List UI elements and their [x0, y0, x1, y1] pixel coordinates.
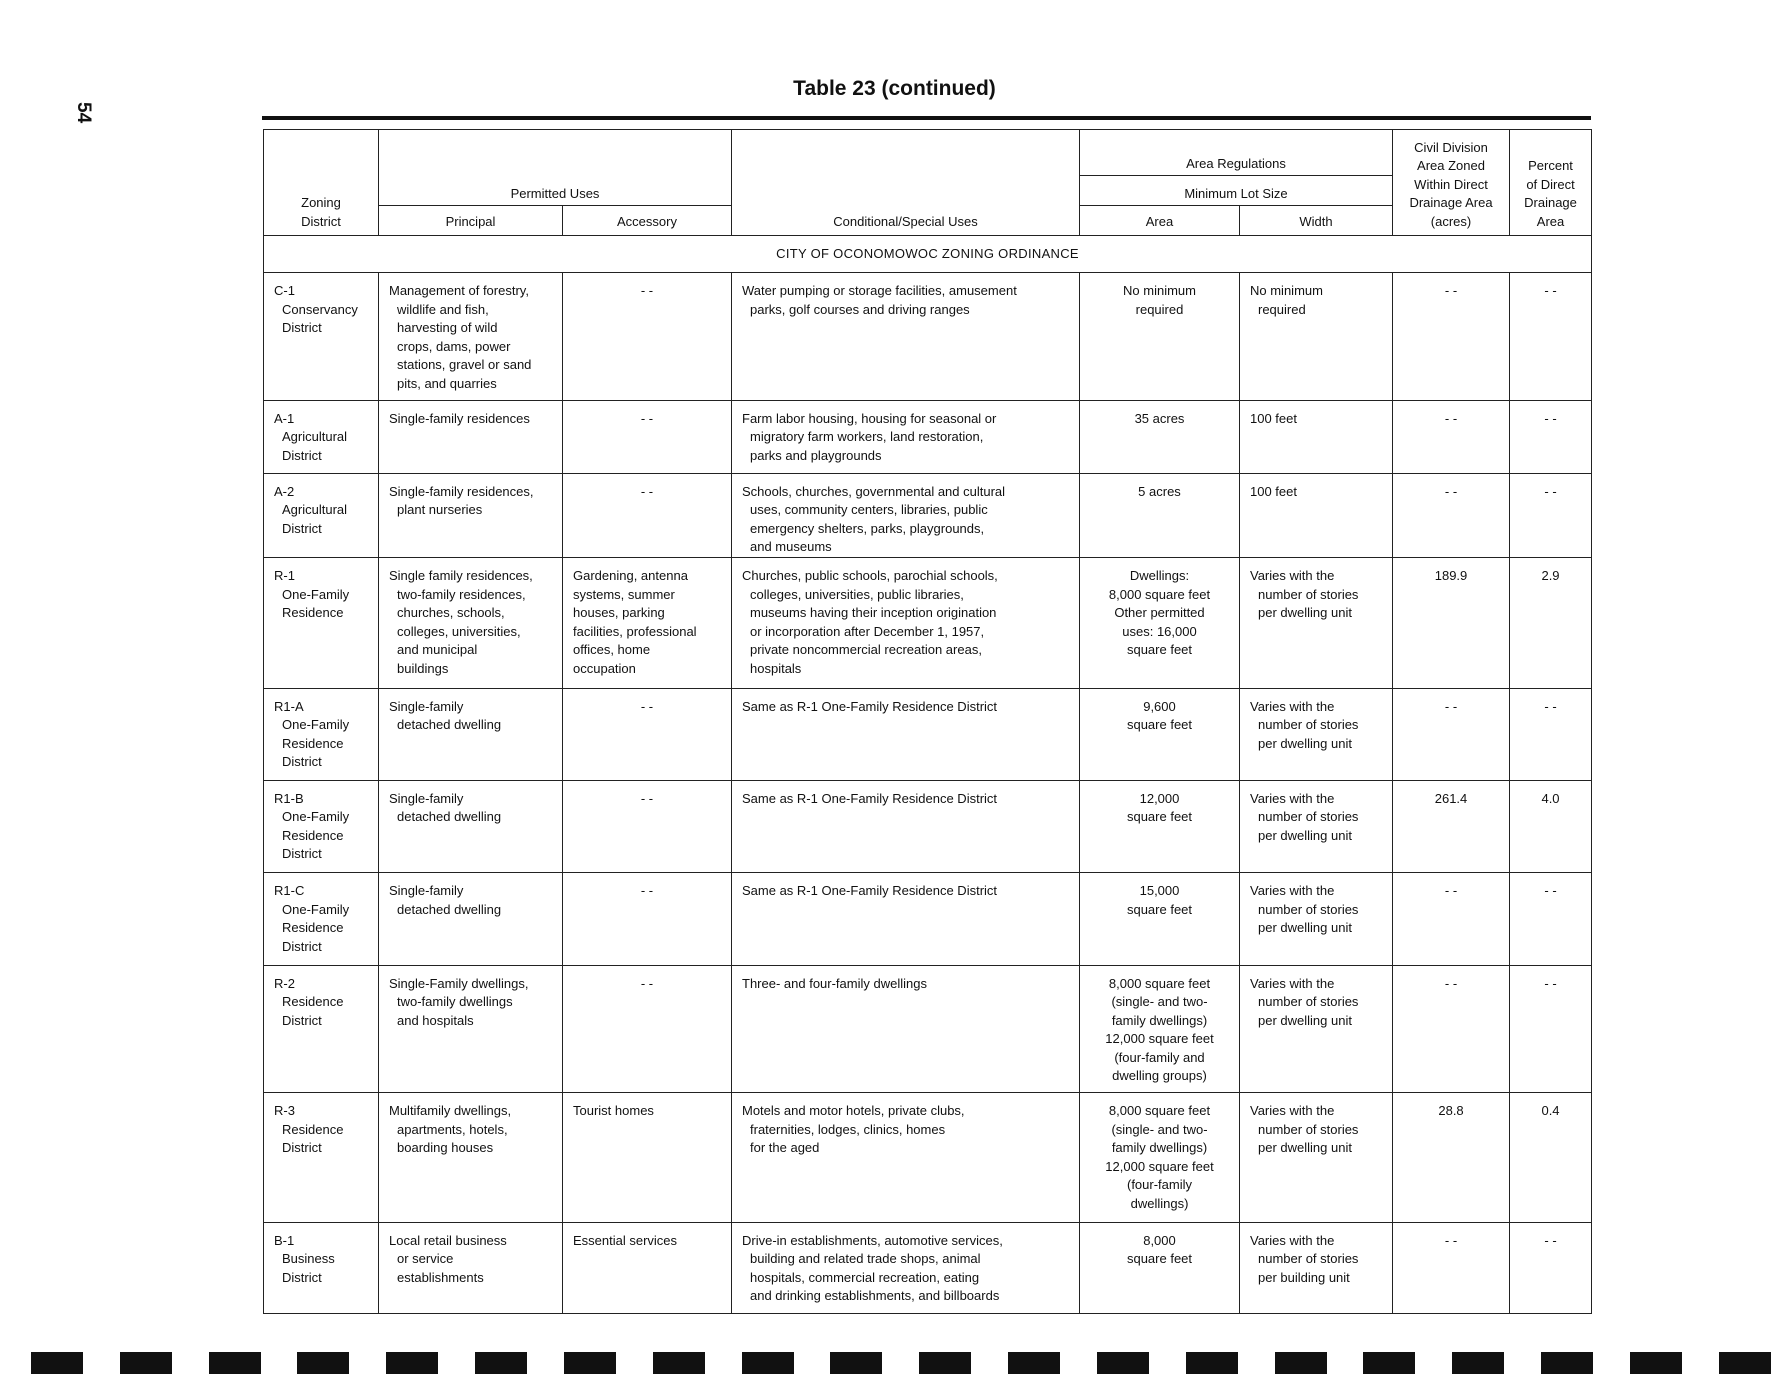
footer-bar: [1008, 1352, 1060, 1374]
principal-cell: Single-family detached dwelling: [379, 780, 563, 872]
area-cell: 8,000 square feet: [1080, 1222, 1240, 1313]
header-area: Area: [1080, 206, 1240, 236]
area-cell: 15,000 square feet: [1080, 873, 1240, 965]
header-area-regulations: Area Regulations: [1080, 130, 1393, 176]
footer-bar: [919, 1352, 971, 1374]
percent-cell: - -: [1510, 1222, 1592, 1313]
footer-bar: [1452, 1352, 1504, 1374]
district-cell: R1-B One-Family Residence District: [264, 780, 379, 872]
principal-cell: Single family residences, two-family residences, churches, schools, colleges, universities, and municipal buildings: [379, 558, 563, 688]
area-cell: 8,000 square feet (single- and two- family dwellings) 12,000 square feet (four-family dwellings): [1080, 1093, 1240, 1222]
header-accessory: Accessory: [563, 206, 732, 236]
conditional-cell: Three- and four-family dwellings: [732, 965, 1080, 1092]
percent-cell: - -: [1510, 688, 1592, 780]
table-title: Table 23 (continued): [793, 77, 996, 100]
area-cell: 9,600 square feet: [1080, 688, 1240, 780]
accessory-cell: - -: [563, 780, 732, 872]
civil-division-cell: 261.4: [1393, 780, 1510, 872]
footer-bar: [1630, 1352, 1682, 1374]
district-cell: R-3 Residence District: [264, 1093, 379, 1222]
footer-bar: [120, 1352, 172, 1374]
conditional-cell: Same as R-1 One-Family Residence District: [732, 780, 1080, 872]
accessory-cell: Gardening, antenna systems, summer houses, parking facilities, professional offices, home occupation: [563, 558, 732, 688]
civil-division-cell: 189.9: [1393, 558, 1510, 688]
table-row: [264, 473, 1592, 557]
table-row: [264, 273, 1592, 400]
principal-cell: Management of forestry, wildlife and fish, harvesting of wild crops, dams, power stations, gravel or sand pits, and quarries: [379, 273, 563, 400]
civil-division-cell: - -: [1393, 473, 1510, 557]
civil-division-cell: - -: [1393, 400, 1510, 473]
district-cell: B-1 Business District: [264, 1222, 379, 1313]
footer-bar: [830, 1352, 882, 1374]
table-row: [264, 1093, 1592, 1222]
section-label: CITY OF OCONOMOWOC ZONING ORDINANCE: [264, 236, 1592, 273]
footer-bar-strip: [31, 1352, 1771, 1374]
table-row: [264, 688, 1592, 780]
header-conditional-uses: Conditional/Special Uses: [732, 130, 1080, 236]
title-rule: [262, 116, 1591, 120]
principal-cell: Local retail business or service establishments: [379, 1222, 563, 1313]
width-cell: 100 feet: [1240, 400, 1393, 473]
width-cell: Varies with the number of stories per dwelling unit: [1240, 558, 1393, 688]
accessory-cell: - -: [563, 965, 732, 1092]
district-cell: A-2 Agricultural District: [264, 473, 379, 557]
footer-bar: [297, 1352, 349, 1374]
header-minimum-lot-size: Minimum Lot Size: [1080, 176, 1393, 206]
table-row: [264, 965, 1592, 1092]
accessory-cell: - -: [563, 688, 732, 780]
principal-cell: Single-family detached dwelling: [379, 873, 563, 965]
area-cell: 35 acres: [1080, 400, 1240, 473]
footer-bar: [475, 1352, 527, 1374]
district-cell: R-2 Residence District: [264, 965, 379, 1092]
percent-cell: 0.4: [1510, 1093, 1592, 1222]
accessory-cell: Essential services: [563, 1222, 732, 1313]
civil-division-cell: - -: [1393, 273, 1510, 400]
percent-cell: - -: [1510, 873, 1592, 965]
header-permitted-uses: Permitted Uses: [379, 130, 732, 206]
area-cell: 8,000 square feet (single- and two- family dwellings) 12,000 square feet (four-family and dwelling groups): [1080, 965, 1240, 1092]
accessory-cell: Tourist homes: [563, 1093, 732, 1222]
conditional-cell: Churches, public schools, parochial schools, colleges, universities, public libraries, museums having their inception origination or incorporation after December 1, 1957, private noncommercial recreation areas, hospitals: [732, 558, 1080, 688]
principal-cell: Single-Family dwellings, two-family dwellings and hospitals: [379, 965, 563, 1092]
width-cell: Varies with the number of stories per dwelling unit: [1240, 873, 1393, 965]
district-cell: R1-C One-Family Residence District: [264, 873, 379, 965]
percent-cell: 4.0: [1510, 780, 1592, 872]
header-width: Width: [1240, 206, 1393, 236]
footer-bar: [1363, 1352, 1415, 1374]
footer-bar: [1097, 1352, 1149, 1374]
width-cell: 100 feet: [1240, 473, 1393, 557]
percent-cell: - -: [1510, 400, 1592, 473]
header-principal: Principal: [379, 206, 563, 236]
table-row: [264, 400, 1592, 473]
footer-bar: [1541, 1352, 1593, 1374]
width-cell: Varies with the number of stories per building unit: [1240, 1222, 1393, 1313]
accessory-cell: - -: [563, 473, 732, 557]
area-cell: Dwellings: 8,000 square feet Other permitted uses: 16,000 square feet: [1080, 558, 1240, 688]
area-cell: No minimum required: [1080, 273, 1240, 400]
civil-division-cell: - -: [1393, 688, 1510, 780]
header-civil-division: Civil Division Area Zoned Within Direct Drainage Area (acres): [1393, 130, 1510, 236]
table-row: [264, 1222, 1592, 1313]
footer-bar: [1719, 1352, 1771, 1374]
footer-bar: [653, 1352, 705, 1374]
area-cell: 12,000 square feet: [1080, 780, 1240, 872]
width-cell: Varies with the number of stories per dwelling unit: [1240, 1093, 1393, 1222]
percent-cell: - -: [1510, 473, 1592, 557]
footer-bar: [386, 1352, 438, 1374]
conditional-cell: Water pumping or storage facilities, amusement parks, golf courses and driving ranges: [732, 273, 1080, 400]
civil-division-cell: - -: [1393, 965, 1510, 1092]
width-cell: No minimum required: [1240, 273, 1393, 400]
conditional-cell: Schools, churches, governmental and cultural uses, community centers, libraries, public emergency shelters, parks, playgrounds, and museums: [732, 473, 1080, 557]
conditional-cell: Same as R-1 One-Family Residence District: [732, 688, 1080, 780]
footer-bar: [1186, 1352, 1238, 1374]
conditional-cell: Drive-in establishments, automotive services, building and related trade shops, animal hospitals, commercial recreation, eating and drinking establishments, and billboards: [732, 1222, 1080, 1313]
civil-division-cell: - -: [1393, 873, 1510, 965]
principal-cell: Single-family detached dwelling: [379, 688, 563, 780]
zoning-table: [263, 129, 1592, 1314]
header-zoning-district: Zoning District: [264, 130, 379, 236]
district-cell: R1-A One-Family Residence District: [264, 688, 379, 780]
footer-bar: [1275, 1352, 1327, 1374]
table-row: [264, 558, 1592, 688]
table-row: [264, 873, 1592, 965]
accessory-cell: - -: [563, 400, 732, 473]
conditional-cell: Farm labor housing, housing for seasonal or migratory farm workers, land restoration, parks and playgrounds: [732, 400, 1080, 473]
principal-cell: Multifamily dwellings, apartments, hotels, boarding houses: [379, 1093, 563, 1222]
footer-bar: [564, 1352, 616, 1374]
civil-division-cell: 28.8: [1393, 1093, 1510, 1222]
district-cell: A-1 Agricultural District: [264, 400, 379, 473]
civil-division-cell: - -: [1393, 1222, 1510, 1313]
footer-bar: [209, 1352, 261, 1374]
page-number: 54: [73, 102, 94, 124]
district-cell: C-1 Conservancy District: [264, 273, 379, 400]
principal-cell: Single-family residences: [379, 400, 563, 473]
table-row: [264, 780, 1592, 872]
conditional-cell: Same as R-1 One-Family Residence District: [732, 873, 1080, 965]
percent-cell: - -: [1510, 965, 1592, 1092]
header-percent-direct: Percent of Direct Drainage Area: [1510, 130, 1592, 236]
width-cell: Varies with the number of stories per dwelling unit: [1240, 965, 1393, 1092]
width-cell: Varies with the number of stories per dwelling unit: [1240, 688, 1393, 780]
width-cell: Varies with the number of stories per dwelling unit: [1240, 780, 1393, 872]
district-cell: R-1 One-Family Residence: [264, 558, 379, 688]
area-cell: 5 acres: [1080, 473, 1240, 557]
accessory-cell: - -: [563, 873, 732, 965]
footer-bar: [742, 1352, 794, 1374]
footer-bar: [31, 1352, 83, 1374]
accessory-cell: - -: [563, 273, 732, 400]
conditional-cell: Motels and motor hotels, private clubs, fraternities, lodges, clinics, homes for the aged: [732, 1093, 1080, 1222]
percent-cell: 2.9: [1510, 558, 1592, 688]
percent-cell: - -: [1510, 273, 1592, 400]
principal-cell: Single-family residences, plant nurseries: [379, 473, 563, 557]
